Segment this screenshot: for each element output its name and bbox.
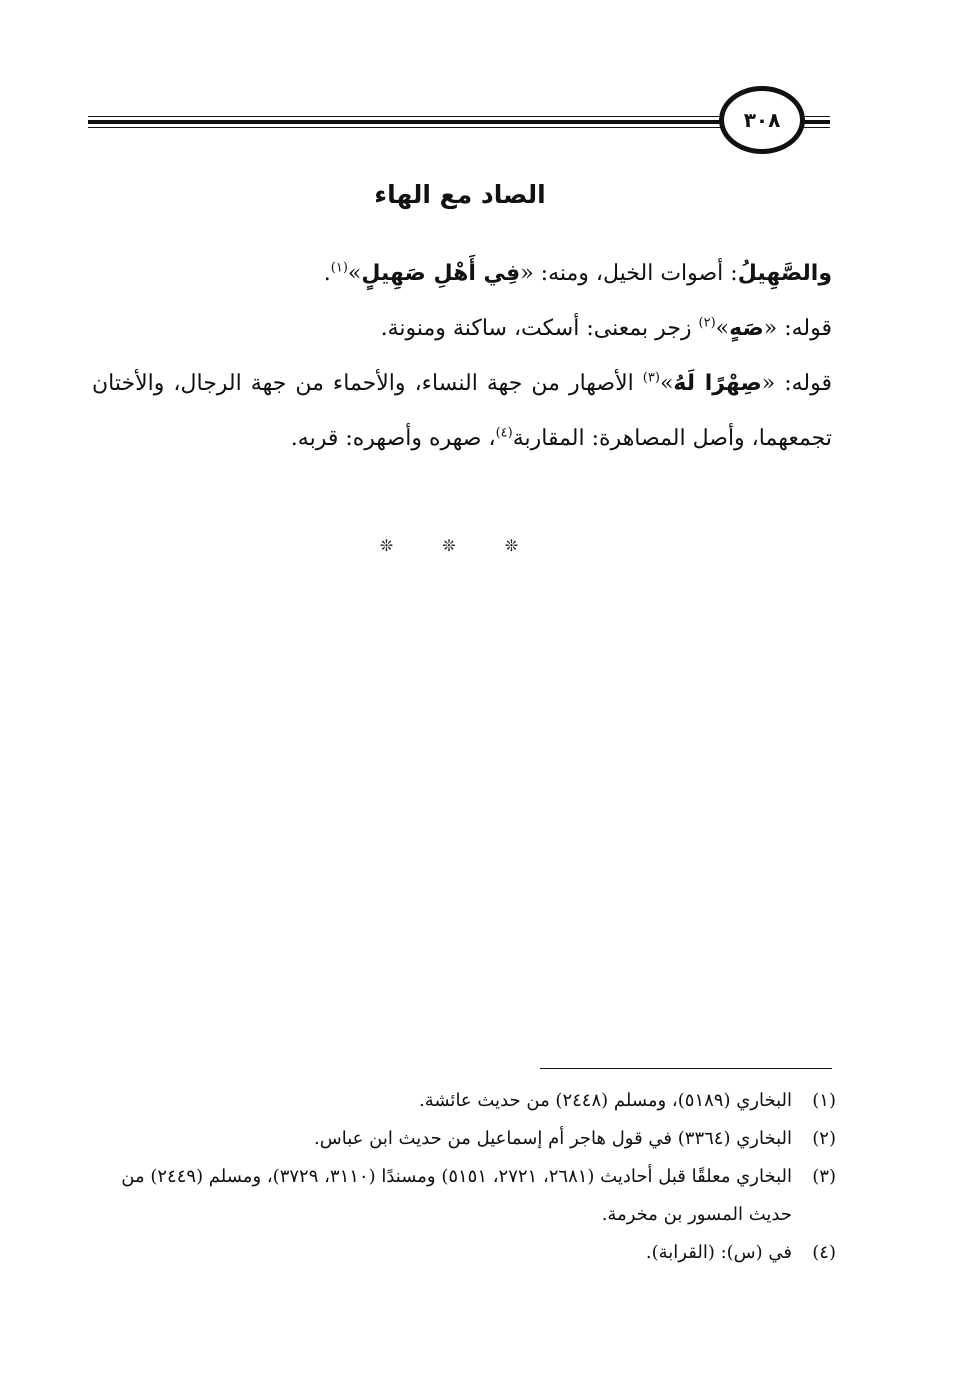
p2-quote: صَهٍ — [729, 316, 764, 341]
footnote-ref-2[interactable]: (٢) — [698, 315, 716, 331]
p3-quote-close: » — [659, 371, 674, 396]
section-title: الصاد مع الهاء — [374, 180, 546, 209]
footnote-divider — [540, 1068, 832, 1069]
p3-text-1: الأصهار من جهة النساء، والأحماء من جهة الرجال، والأختان تجمعهما، وأصل المصاهرة: المقاربة — [92, 371, 832, 451]
p1-quote: فِي أَهْلِ صَهِيلٍ — [361, 261, 521, 286]
header-rule-bottom-line — [88, 127, 830, 128]
page-number-text: ٣٠٨ — [743, 108, 781, 132]
p1-end: . — [323, 261, 331, 286]
paragraph-sah — [92, 301, 832, 356]
page-number — [719, 86, 805, 154]
p3-lead: قوله: « — [761, 371, 832, 396]
p3-quote: صِهْرًا لَهُ — [673, 371, 762, 396]
p1-quote-close: » — [347, 261, 362, 286]
p3-text-2: ، صهره وأصهره: قربه. — [290, 426, 496, 451]
body-text — [92, 246, 832, 466]
footnote-ref-4[interactable]: (٤) — [495, 425, 513, 441]
p1-text-1: : أصوات الخيل، ومنه: « — [520, 261, 738, 286]
footnote-number: (٣) — [812, 1166, 836, 1187]
footnote-item — [92, 1234, 836, 1272]
section-separator: ❊ ❊ ❊ — [379, 536, 541, 555]
footnote-item — [92, 1120, 836, 1158]
footnote-text: البخاري معلقًا قبل أحاديث (٢٦٨١، ٢٧٢١، ٥١٥١) ومسندًا (٣١١٠، ٣٧٢٩)، ومسلم (٢٤٤٩) من حديث المسور بن مخرمة. — [121, 1166, 792, 1225]
footnote-item — [92, 1158, 836, 1234]
footnotes — [92, 1082, 836, 1272]
footnote-ref-1[interactable]: (١) — [330, 260, 348, 276]
footnote-number: (٢) — [812, 1128, 836, 1149]
headword: والصَّهِيلُ — [737, 261, 832, 286]
footnote-text: في (س): (القرابة). — [645, 1242, 792, 1263]
paragraph-sihr — [92, 356, 832, 466]
footnote-text: البخاري (٣٣٦٤) في قول هاجر أم إسماعيل من حديث ابن عباس. — [314, 1128, 792, 1149]
footnote-text: البخاري (٥١٨٩)، ومسلم (٢٤٤٨) من حديث عائشة. — [419, 1090, 792, 1111]
footnote-number: (١) — [812, 1090, 836, 1111]
footnote-number: (٤) — [812, 1242, 836, 1263]
p2-lead: قوله: « — [763, 316, 832, 341]
p2-quote-close: » — [715, 316, 730, 341]
paragraph-sahil — [92, 246, 832, 301]
footnote-ref-3[interactable]: (٣) — [642, 370, 660, 386]
p2-text: زجر بمعنى: أسكت، ساكنة ومنونة. — [380, 316, 699, 341]
footnote-item — [92, 1082, 836, 1120]
